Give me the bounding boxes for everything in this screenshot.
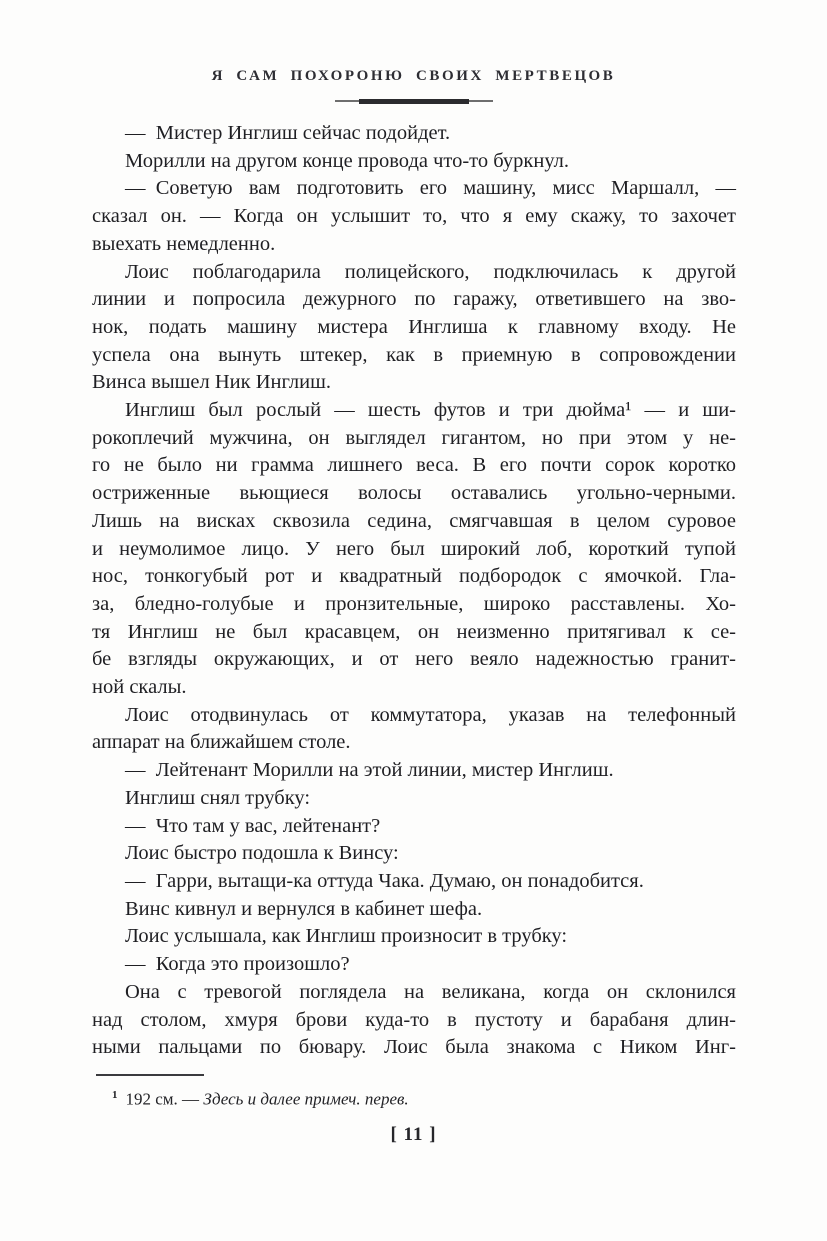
text-line: Она с тревогой поглядела на великана, когда он склонился — [125, 980, 736, 1003]
text-line: нос, тонкогубый рот и квадратный подбородок с ямочкой. Гла- — [92, 565, 736, 588]
text-line: Винса вышел Ник Инглиш. — [92, 371, 331, 394]
text-line: — Гарри, вытащи-ка оттуда Чака. Думаю, он понадобится. — [125, 869, 644, 892]
text-line: Лоис поблагодарила полицейского, подключилась к другой — [125, 260, 736, 283]
text-line: рокоплечий мужчина, он выглядел гигантом, но при этом у не- — [92, 426, 736, 449]
decorative-rule-thick-segment — [359, 99, 469, 104]
text-line: Винс кивнул и вернулся в кабинет шефа. — [125, 897, 483, 920]
text-line: над столом, хмуря брови куда-то в пустоту и барабаня длин- — [92, 1008, 736, 1031]
text-line: — Когда это произошло? — [125, 953, 350, 976]
text-line: Морилли на другом конце провода что-то буркнул. — [125, 149, 570, 172]
text-line: Лоис быстро подошла к Винсу: — [125, 842, 399, 865]
text-line: го не было ни грамма лишнего веса. В его почти сорок коротко — [92, 454, 736, 477]
text-line: ными пальцами по бювару. Лоис была знакома с Ником Инг- — [92, 1036, 736, 1059]
footnote-text-italic: Здесь и далее примеч. перев. — [203, 1089, 409, 1109]
text-line: — Лейтенант Морилли на этой линии, мистер Инглиш. — [125, 759, 614, 782]
text-line: за, бледно-голубые и пронзительные, широко расставлены. Хо- — [92, 592, 736, 615]
text-line: Инглиш был рослый — шесть футов и три дюйма¹ — и ши- — [125, 399, 736, 422]
footnote-marker: 1 — [112, 1089, 118, 1101]
text-line: Инглиш снял трубку: — [125, 786, 311, 809]
page-number: [ 11 ] — [390, 1124, 437, 1145]
text-line: линии и попросила дежурного по гаражу, ответившего на зво- — [92, 288, 736, 311]
footnote-separator-rule — [96, 1074, 204, 1076]
text-line: и неумолимое лицо. У него был широкий лоб, короткий тупой — [92, 537, 736, 560]
text-line: успела она вынуть штекер, как в приемную в сопровождении — [92, 343, 736, 366]
decorative-rule — [335, 100, 493, 102]
text-line: выехать немедленно. — [92, 232, 276, 255]
page-body — [92, 120, 736, 1062]
text-line: бе взгляды окружающих, и от него веяло надежностью гранит- — [92, 648, 736, 671]
footnote-text: 192 см. — — [125, 1089, 200, 1109]
text-line: Лишь на висках сквозила седина, смягчавшая в целом суровое — [92, 509, 736, 532]
text-line: Лоис услышала, как Инглиш произносит в трубку: — [125, 925, 568, 948]
text-line: — Мистер Инглиш сейчас подойдет. — [125, 122, 451, 144]
text-line: тя Инглиш не был красавцем, он неизменно притягивал к се- — [92, 620, 736, 643]
text-line: нок, подать машину мистера Инглиша к главному входу. Не — [92, 315, 736, 338]
text-line: остриженные вьющиеся волосы оставались угольно-черными. — [92, 482, 736, 505]
text-line: Лоис отодвинулась от коммутатора, указав на телефонный — [125, 703, 736, 726]
text-line: аппарат на ближайшем столе. — [92, 731, 351, 754]
running-header-title: Я САМ ПОХОРОНЮ СВОИХ МЕРТВЕЦОВ — [211, 68, 616, 84]
text-line: — Советую вам подготовить его машину, мисс Маршалл, — — [125, 177, 736, 200]
text-line: сказал он. — Когда он услышит то, что я ему скажу, то захочет — [92, 205, 736, 228]
text-line: — Что там у вас, лейтенант? — [125, 814, 381, 837]
footnote — [112, 1084, 409, 1111]
text-line: ной скалы. — [92, 676, 187, 699]
